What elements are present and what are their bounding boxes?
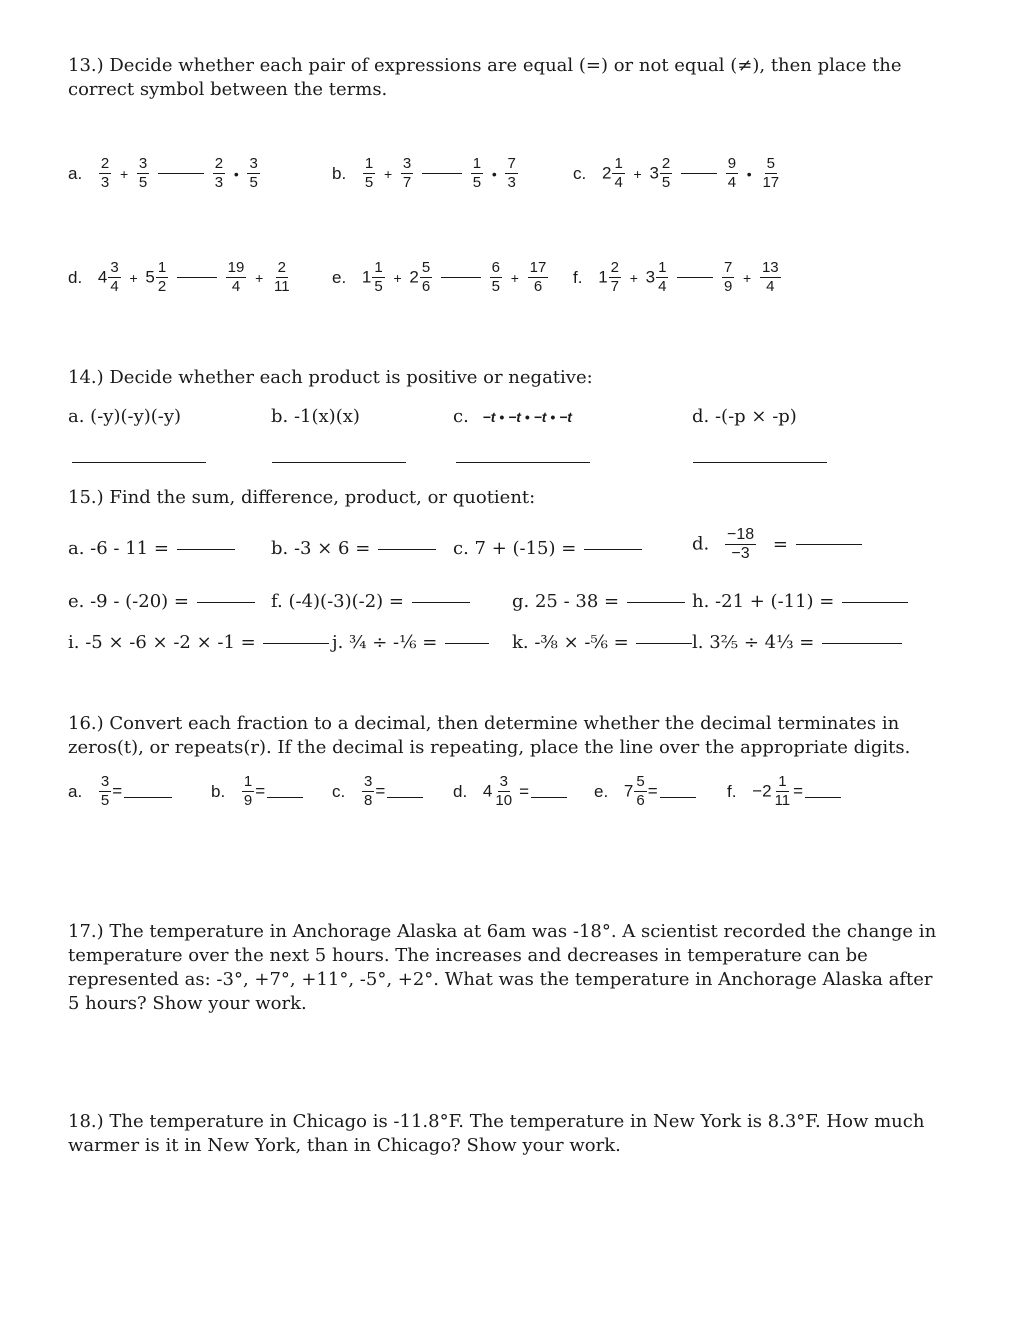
q13-item-c: c. 2 $\frac{1}{4}$ + 3 $\frac{2}{5}$ $\frac{9}{4}$ • $\frac{5}{17}$: [573, 155, 780, 191]
answer-blank[interactable]: [378, 549, 436, 550]
q14-answer-blank-d[interactable]: [693, 462, 827, 463]
answer-blank[interactable]: [805, 797, 841, 798]
q16-item-c: c. $\frac{3}{8}$ =: [332, 774, 425, 809]
q14-item-b: b. -1(x)(x): [271, 406, 360, 427]
q16-item-d: d. 4 $\frac{3}{10}$ =: [453, 774, 569, 809]
q16-item-f: f. −2 $\frac{1}{11}$ =: [727, 774, 843, 809]
question-13-text: 13.) Decide whether each pair of expressions are equal (=) or not equal (≠), then place the correct symbol between the terms.: [68, 55, 902, 100]
answer-blank[interactable]: [842, 602, 908, 603]
q15-item-a: a. -6 - 11 =: [68, 538, 237, 560]
answer-blank[interactable]: [796, 544, 862, 545]
q14-answer-blank-b[interactable]: [272, 462, 406, 463]
q15-item-c: c. 7 + (-15) =: [453, 538, 644, 560]
answer-blank[interactable]: [445, 643, 489, 644]
answer-blank[interactable]: [158, 173, 204, 174]
q15-item-h: h. -21 + (-11) =: [692, 591, 910, 613]
q15-item-f: f. (-4)(-3)(-2) =: [271, 591, 472, 613]
answer-blank[interactable]: [822, 643, 902, 644]
q14-item-d: d. -(-p × -p): [692, 406, 797, 427]
answer-blank[interactable]: [660, 797, 696, 798]
answer-blank[interactable]: [677, 277, 713, 278]
q15-item-j: j. ¾ ÷ -⅙ =: [332, 632, 491, 654]
answer-blank[interactable]: [636, 643, 692, 644]
answer-blank[interactable]: [263, 643, 329, 644]
question-17-text: 17.) The temperature in Anchorage Alaska at 6am was -18°. A scientist recorded the change in temperature over the next 5 hours. The increases and decreases in temperature can be represented as: -3°, +7°, +11°, -5°, +2°. What was the temperature in Anchorage Alaska after 5 hours? Show your work.: [68, 921, 937, 1014]
answer-blank[interactable]: [197, 602, 255, 603]
q15-item-l: l. 3⅖ ÷ 4⅓ =: [692, 632, 904, 654]
q13-item-b: b. $\frac{1}{5}$ + $\frac{3}{7}$ $\frac{1}{5}$ • $\frac{7}{3}$: [332, 155, 516, 191]
q13-item-e: e. 1 $\frac{1}{5}$ + 2 $\frac{5}{6}$ $\frac{6}{5}$ + $\frac{17}{6}$: [332, 259, 547, 295]
answer-blank[interactable]: [681, 173, 717, 174]
answer-blank[interactable]: [177, 549, 235, 550]
q16-item-a: a. $\frac{3}{5}$ =: [68, 774, 174, 809]
q14-answer-blank-a[interactable]: [72, 462, 206, 463]
question-14-text: 14.) Decide whether each product is positive or negative:: [68, 367, 593, 388]
q15-item-e: e. -9 - (-20) =: [68, 591, 257, 613]
answer-blank[interactable]: [627, 602, 685, 603]
answer-blank[interactable]: [584, 549, 642, 550]
answer-blank[interactable]: [412, 602, 470, 603]
q13-item-f: f. 1 $\frac{2}{7}$ + 3 $\frac{1}{4}$ $\frac{7}{9}$ + $\frac{13}{4}$: [573, 259, 779, 295]
answer-blank[interactable]: [177, 277, 217, 278]
q15-item-k: k. -⅜ × -⅚ =: [512, 632, 694, 654]
answer-blank[interactable]: [531, 797, 567, 798]
q14-answer-blank-c[interactable]: [456, 462, 590, 463]
answer-blank[interactable]: [124, 797, 172, 798]
question-16-text: 16.) Convert each fraction to a decimal, then determine whether the decimal terminates in zeros(t), or repeats(r). If the decimal is repeating, place the line over the appropriate digits.: [68, 713, 911, 758]
q15-item-i: i. -5 × -6 × -2 × -1 =: [68, 632, 331, 654]
q14-item-c: c. −t • −t • −t • −t: [453, 406, 572, 427]
q16-item-e: e. 7 $\frac{5}{6}$ =: [594, 774, 698, 809]
answer-blank[interactable]: [422, 173, 462, 174]
q15-item-g: g. 25 - 38 =: [512, 591, 687, 613]
answer-blank[interactable]: [387, 797, 423, 798]
question-18-text: 18.) The temperature in Chicago is -11.8°F. The temperature in New York is 8.3°F. How much warmer is it in New York, than in Chicago? Show your work.: [68, 1111, 925, 1156]
q13-item-a: a. $\frac{2}{3}$ + $\frac{3}{5}$ $\frac{2}{3}$ • $\frac{3}{5}$: [68, 155, 258, 191]
q15-item-b: b. -3 × 6 =: [271, 538, 438, 560]
answer-blank[interactable]: [441, 277, 481, 278]
q14-item-a: a. (-y)(-y)(-y): [68, 406, 182, 427]
q16-item-b: b. $\frac{1}{9}$ =: [211, 774, 305, 809]
answer-blank[interactable]: [267, 797, 303, 798]
q13-item-d: d. 4 $\frac{3}{4}$ + 5 $\frac{1}{2}$ $\frac{19}{4}$ + $\frac{2}{11}$: [68, 259, 290, 295]
question-15-text: 15.) Find the sum, difference, product, or quotient:: [68, 487, 536, 508]
q15-item-d: d. $\frac{-18}{-3}$ =: [692, 527, 864, 562]
